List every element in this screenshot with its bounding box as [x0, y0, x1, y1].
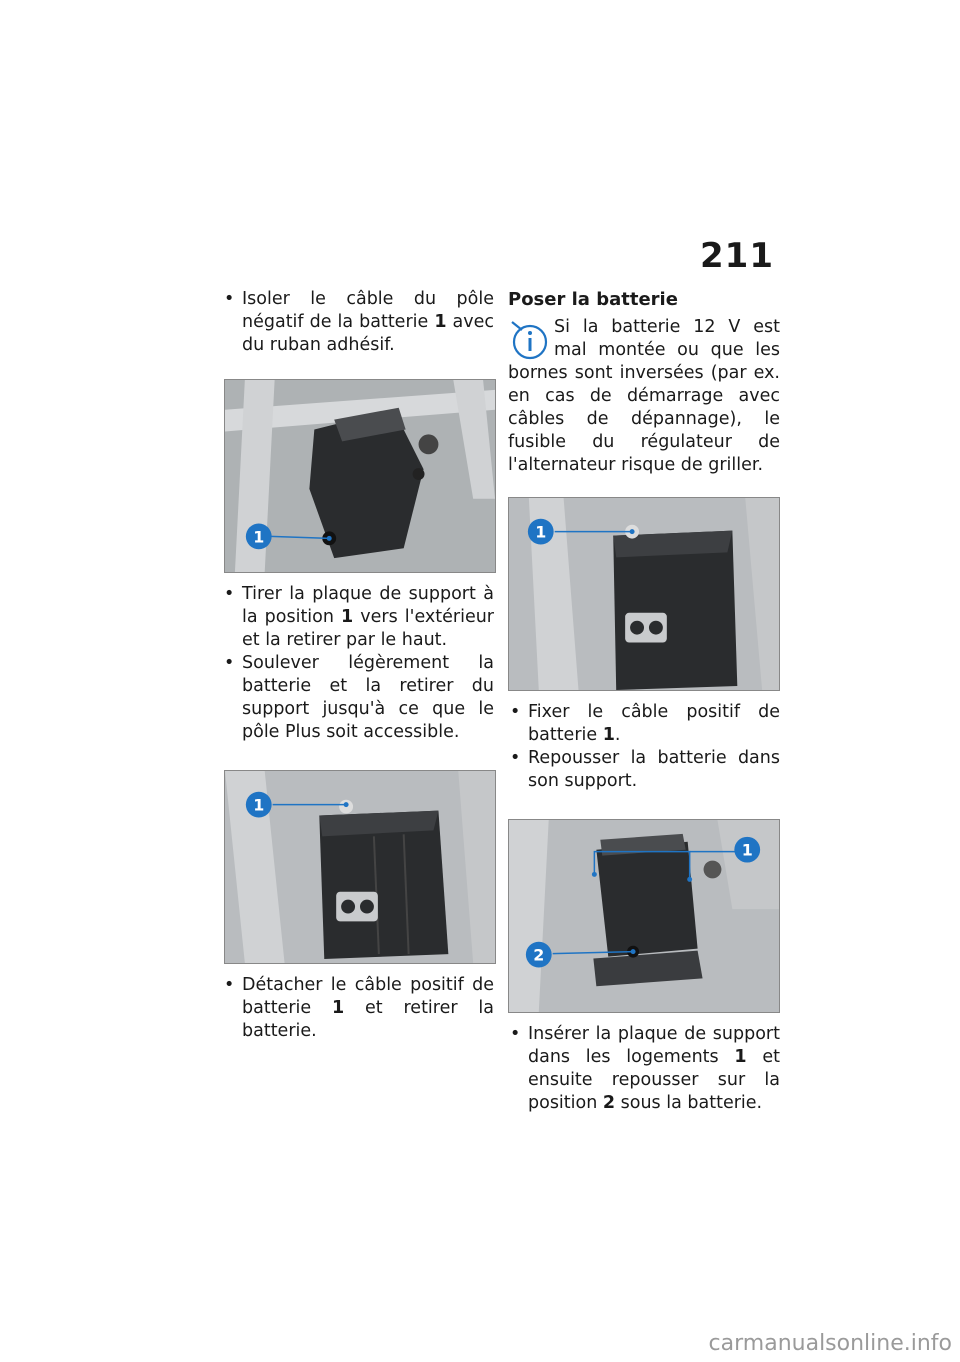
step-lift-battery: • Soulever légèrement la batterie et la retirer du support jusqu'à ce que le pôle Plus soit accessible.: [222, 652, 494, 744]
photo-fix-positive: [508, 497, 780, 691]
right-column: [508, 288, 780, 1115]
photo-negative-cable: [224, 379, 496, 573]
photo-positive-cable-callout: 1: [253, 795, 265, 815]
left-column: [222, 288, 494, 1043]
step-detach-positive: • Détacher le câble positif de batterie 1 et retirer la batterie.: [222, 974, 494, 1043]
info-icon: [508, 318, 548, 362]
photo-insert-plate: [508, 819, 780, 1013]
photo-insert-plate-callout-1: 1: [741, 840, 753, 860]
photo-insert-plate-callout-2: 2: [533, 945, 545, 965]
page-number: 211: [700, 236, 774, 276]
warning-note-text: Si la batterie 12 V est mal montée ou que les bornes sont inversées (par ex. en cas de démarrage avec câbles de dépannage), le fusible du régulateur de l'alternateur risque de griller.: [508, 317, 780, 475]
warning-note: [508, 316, 780, 477]
step-push-battery: • Repousser la batterie dans son support.: [508, 747, 780, 793]
photo-insert-plate-image: [509, 820, 779, 1012]
photo-positive-cable-image: [225, 771, 495, 963]
photo-fix-positive-callout: 1: [535, 522, 547, 542]
photo-negative-cable-image: [225, 380, 495, 572]
step-isolate-negative: • Isoler le câble du pôle négatif de la batterie 1 avec du ruban adhésif.: [222, 288, 494, 357]
step-fix-positive: • Fixer le câble positif de batterie 1.: [508, 701, 780, 747]
photo-fix-positive-image: [509, 498, 779, 690]
section-heading: Poser la batterie: [508, 289, 678, 310]
step-insert-plate: • Insérer la plaque de support dans les logements 1 et ensuite repousser sur la position 2 sous la batterie.: [508, 1023, 780, 1115]
watermark: carmanualsonline.info: [708, 1331, 952, 1356]
step-pull-plate: • Tirer la plaque de support à la position 1 vers l'extérieur et la retirer par le haut.: [222, 583, 494, 652]
photo-negative-cable-callout: 1: [253, 527, 265, 547]
photo-positive-cable: [224, 770, 496, 964]
